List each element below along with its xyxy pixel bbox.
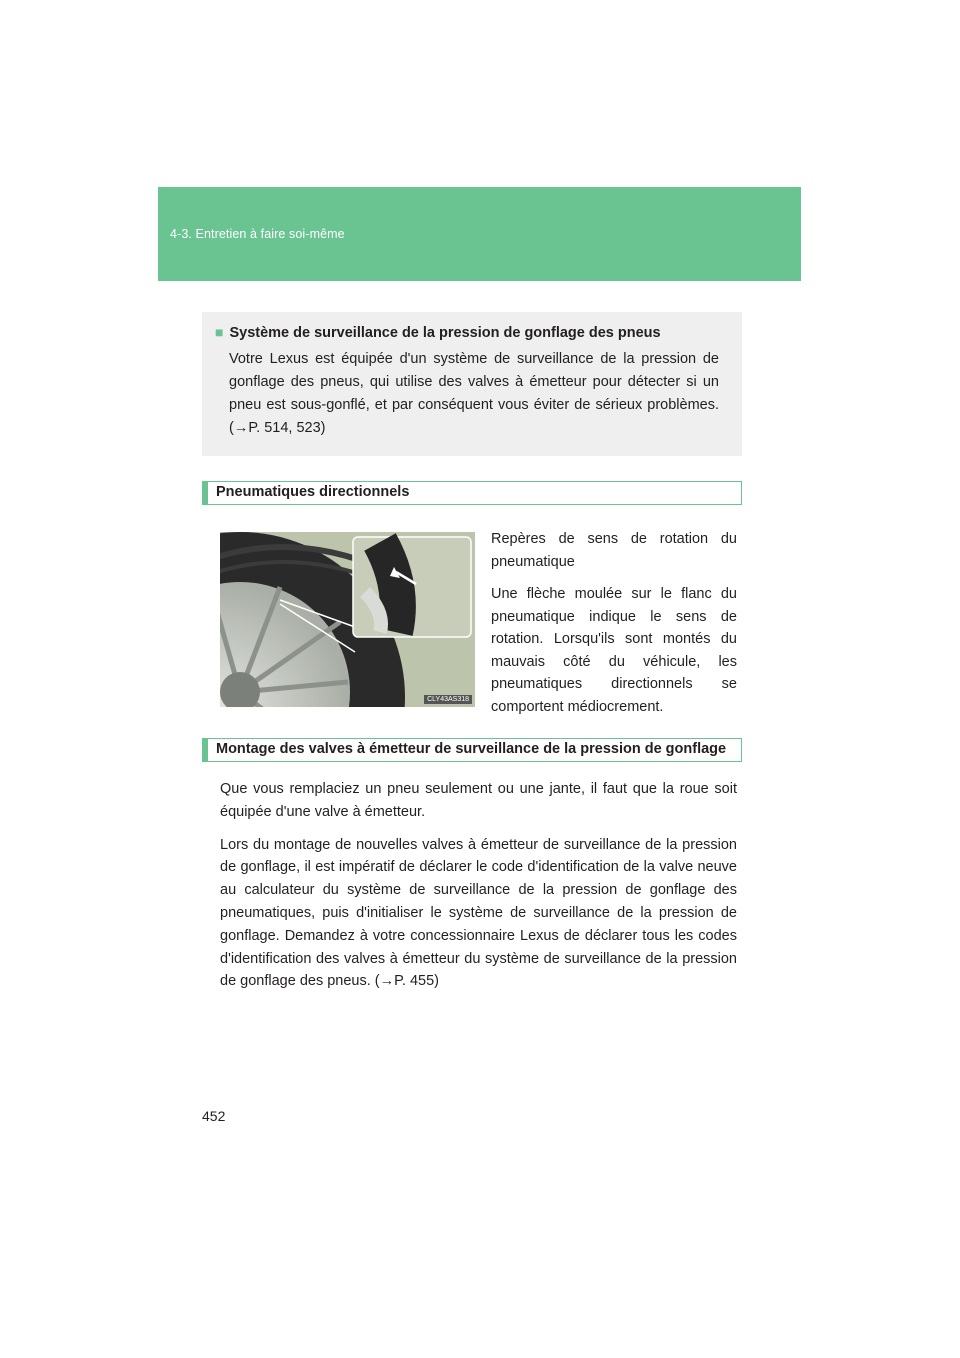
heading-accent-bar bbox=[203, 739, 208, 761]
tire-rotation-photo bbox=[220, 532, 475, 707]
valve-paragraph-2: Lors du montage de nouvelles valves à émetteur de surveillance de la pression de gonflage, il est impératif de déclarer le code d'identification de la valve neuve au calculateur du système de surveillance de la pression de gonflage des pneumatiques, puis d'initialiser le système de surveillance de la pression de gonflage. Demandez à votre concessionnaire Lexus de déclarer tous les codes d'identification des valves à émetteur du système de surveillance de la pression de gonflage des pneus. (→P. 455) bbox=[220, 836, 737, 990]
note-title bbox=[215, 324, 661, 341]
note-title-text: Système de surveillance de la pression de gonflage des pneus bbox=[229, 325, 661, 341]
directional-tires-text bbox=[491, 528, 737, 728]
section-heading-text: Montage des valves à émetteur de surveillance de la pression de gonflage bbox=[216, 741, 727, 757]
square-bullet-icon: ■ bbox=[215, 324, 224, 340]
valve-paragraph-1: Que vous remplaciez un pneu seulement ou une jante, il faut que la roue soit équipée d'une valve à émetteur. bbox=[220, 781, 737, 820]
directional-tires-body: Une flèche moulée sur le flanc du pneumatique indique le sens de rotation. Lorsqu'ils sont montés du mauvais côté du véhicule, les pneumatiques directionnels se comportent médiocrement. bbox=[491, 586, 737, 715]
valve-mounting-text bbox=[220, 778, 737, 1003]
figure-caption: Repères de sens de rotation du pneumatique bbox=[491, 531, 737, 570]
chapter-header-band bbox=[158, 187, 801, 281]
info-note-box bbox=[202, 312, 742, 456]
section-title: 4-3. Entretien à faire soi-même bbox=[170, 227, 345, 241]
section-heading-valve-mounting bbox=[202, 738, 742, 762]
figure-code: CLY43AS318 bbox=[424, 695, 472, 704]
tire-illustration bbox=[220, 532, 475, 707]
page-number: 452 bbox=[202, 1108, 226, 1124]
heading-accent-bar bbox=[203, 482, 208, 504]
section-heading-text: Pneumatiques directionnels bbox=[216, 484, 410, 500]
section-heading-directional-tires bbox=[202, 481, 742, 505]
note-body: Votre Lexus est équipée d'un système de surveillance de la pression de gonflage des pneus, qui utilise des valves à émetteur pour détecter si un pneu est sous-gonflé, et par conséquent vous éviter de sérieux problèmes. (→P. 514, 523) bbox=[229, 351, 719, 436]
